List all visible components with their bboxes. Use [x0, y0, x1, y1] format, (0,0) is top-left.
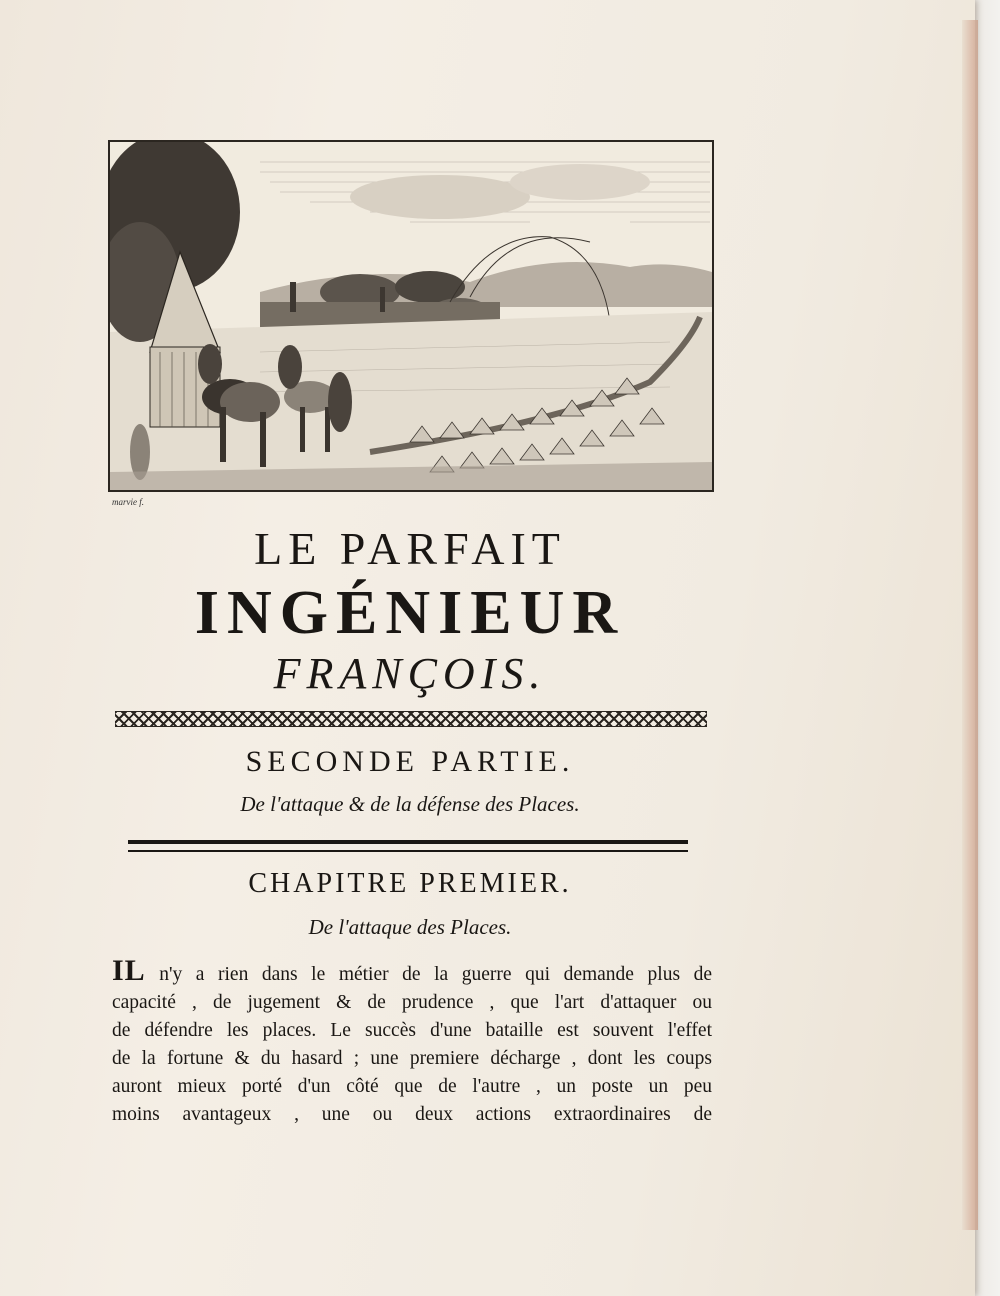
chapter-heading: CHAPITRE PREMIER. — [248, 868, 572, 899]
title-line-3: FRANÇOIS. — [273, 649, 547, 698]
title-line-2: INGÉNIEUR — [194, 579, 626, 647]
page-edge — [962, 20, 978, 1230]
body-line: capacité , de jugement & de prudence , que l'art d'attaquer ou — [112, 992, 712, 1013]
body-line: moins avantageux , une ou deux actions extraordinaires de — [112, 1104, 712, 1125]
body-line: de la fortune & du hasard ; une premiere décharge , dont les coups — [112, 1048, 712, 1069]
chapter-subtitle: De l'attaque des Places. — [308, 915, 512, 939]
title-line-1: LE PARFAIT — [254, 523, 566, 574]
part-subtitle: De l'attaque & de la défense des Places. — [240, 792, 580, 816]
body-line: IL n'y a rien dans le métier de la guerre qui demande plus de — [112, 954, 712, 987]
body-text — [112, 954, 712, 1129]
ornamental-band — [115, 711, 707, 727]
body-line: de défendre les places. Le succès d'une bataille est souvent l'effet — [112, 1020, 712, 1041]
drop-cap: IL — [112, 954, 146, 987]
engraver-signature: marvie f. — [112, 497, 144, 507]
engraving-illustration — [108, 140, 714, 492]
body-line: auront mieux porté d'un côté que de l'autre , un poste un peu — [112, 1076, 712, 1097]
part-heading: SECONDE PARTIE. — [245, 745, 575, 778]
double-rule-thick — [128, 840, 688, 844]
double-rule-thin — [128, 850, 688, 852]
